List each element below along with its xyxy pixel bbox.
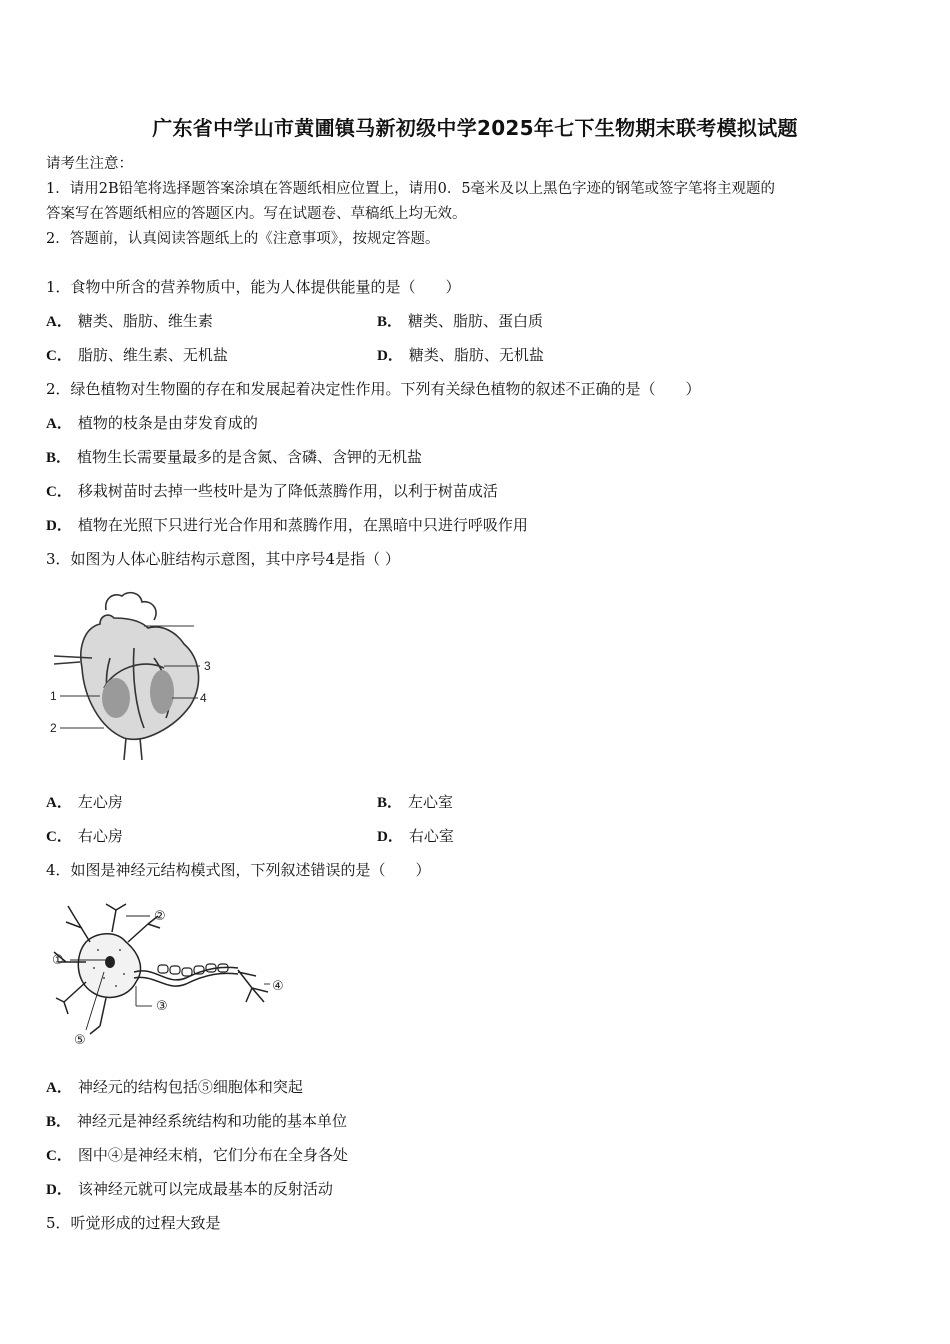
heart-label-1: 1 — [50, 689, 57, 703]
page-title: 广东省中学山市黄圃镇马新初级中学2025年七下生物期末联考模拟试题 — [152, 116, 798, 140]
notice-line-2: 2．答题前，认真阅读答题纸上的《注意事项》，按规定答题。 — [46, 231, 440, 247]
heart-label-2: 2 — [50, 721, 57, 735]
neuron-label-1: ① — [52, 953, 64, 968]
heart-label-3: 3 — [204, 659, 211, 673]
q3-option-a[interactable]: A． 左心房 — [46, 793, 123, 811]
q2-option-d[interactable]: D． 植物在光照下只进行光合作用和蒸腾作用，在黑暗中只进行呼吸作用 — [46, 516, 528, 534]
question-2-stem: 2．绿色植物对生物圈的存在和发展起着决定性作用。下列有关绿色植物的叙述不正确的是（ ） — [46, 380, 701, 398]
q4-option-c[interactable]: C． 图中④是神经末梢，它们分布在全身各处 — [46, 1146, 348, 1164]
q2-option-c[interactable]: C． 移栽树苗时去掉一些枝叶是为了降低蒸腾作用，以利于树苗成活 — [46, 482, 498, 500]
notice-line-1: 1．请用2B铅笔将选择题答案涂填在答题纸相应位置上，请用0．5毫米及以上黑色字迹的钢笔或签字笔将主观题的 — [46, 181, 776, 197]
neuron-label-4: ④ — [272, 979, 284, 994]
q3-option-b[interactable]: B． 左心室 — [377, 793, 454, 811]
heart-diagram — [44, 588, 214, 764]
heart-label-4: 4 — [200, 691, 207, 705]
question-1-stem: 1．食物中所含的营养物质中，能为人体提供能量的是（ ） — [46, 278, 461, 296]
question-4-stem: 4．如图是神经元结构模式图，下列叙述错误的是（ ） — [46, 861, 431, 879]
q2-option-b[interactable]: B． 植物生长需要量最多的是含氮、含磷、含钾的无机盐 — [46, 448, 423, 466]
q1-option-b[interactable]: B． 糖类、脂肪、蛋白质 — [377, 312, 544, 330]
q1-option-a[interactable]: A． 糖类、脂肪、维生素 — [46, 312, 213, 330]
q3-option-c[interactable]: C． 右心房 — [46, 827, 123, 845]
q4-option-a[interactable]: A． 神经元的结构包括⑤细胞体和突起 — [46, 1078, 303, 1096]
notice-heading: 请考生注意： — [46, 156, 133, 172]
notice-line-1b: 答案写在答题纸相应的答题区内。写在试题卷、草稿纸上均无效。 — [46, 206, 467, 222]
neuron-label-2: ② — [154, 909, 166, 924]
q1-option-d[interactable]: D． 糖类、脂肪、无机盐 — [377, 346, 544, 364]
q2-option-a[interactable]: A． 植物的枝条是由芽发育成的 — [46, 414, 258, 432]
question-3-stem: 3．如图为人体心脏结构示意图，其中序号4是指（ ） — [46, 550, 400, 568]
q1-option-c[interactable]: C． 脂肪、维生素、无机盐 — [46, 346, 228, 364]
q4-option-d[interactable]: D． 该神经元就可以完成最基本的反射活动 — [46, 1180, 333, 1198]
q3-option-d[interactable]: D． 右心室 — [377, 827, 454, 845]
neuron-diagram — [46, 902, 296, 1050]
neuron-label-3: ③ — [156, 999, 168, 1014]
neuron-label-5: ⑤ — [74, 1033, 86, 1048]
question-5-stem: 5．听觉形成的过程大致是 — [46, 1214, 221, 1232]
q4-option-b[interactable]: B． 神经元是神经系统结构和功能的基本单位 — [46, 1112, 348, 1130]
